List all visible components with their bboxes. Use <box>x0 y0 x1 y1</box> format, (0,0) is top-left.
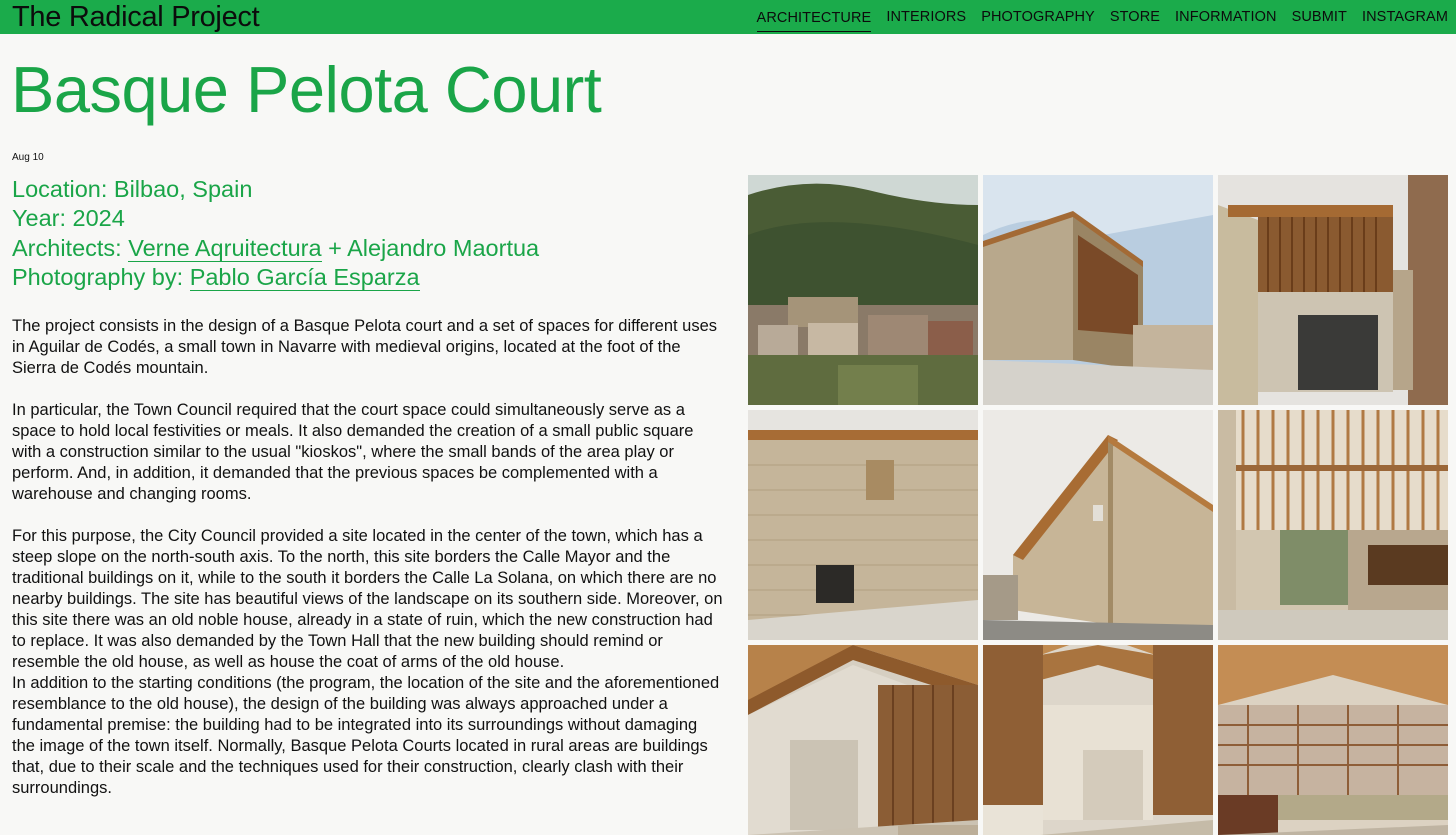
meta-year: Year: 2024 <box>12 205 125 232</box>
post-date: Aug 10 <box>12 152 44 163</box>
paragraph: In particular, the Town Council required that the court space could simultaneously serve as a space to hold local festivities or meals. It also demanded the creation of a small public square with a construction similar to the usual "kioskos", where the small bands of the area play or perform. And, in addition, it demanded that the previous spaces be complemented with a warehouse and changing rooms. <box>12 401 694 503</box>
meta-photography <box>12 263 539 292</box>
nav-store[interactable]: STORE <box>1109 9 1161 25</box>
nav-information[interactable]: INFORMATION <box>1175 9 1277 25</box>
top-bar <box>0 0 1456 34</box>
nav-photography[interactable]: PHOTOGRAPHY <box>981 9 1095 25</box>
nav-architecture[interactable]: ARCHITECTURE <box>757 5 872 32</box>
architects-link[interactable]: Verne Aqruitectura <box>128 234 322 261</box>
paragraph: The project consists in the design of a Basque Pelota court and a set of spaces for different uses in Aguilar de Codés, a small town in Navarre with medieval origins, located at the foot of the Sierra de Codés mountain. <box>12 317 718 377</box>
stone-facade-photo[interactable] <box>748 410 978 640</box>
architects-suffix: + Alejandro Maortua <box>321 234 540 261</box>
interior-hall-photo[interactable] <box>983 645 1213 835</box>
building-corner-photo[interactable] <box>983 410 1213 640</box>
interior-roof-photo[interactable] <box>748 645 978 835</box>
nav-interiors[interactable]: INTERIORS <box>886 9 967 25</box>
nav-instagram[interactable]: INSTAGRAM <box>1361 9 1448 25</box>
meta-architects <box>12 234 539 263</box>
meta-location: Location: Bilbao, Spain <box>12 176 253 202</box>
building-courtyard-photo[interactable] <box>1218 175 1448 405</box>
article-body <box>12 316 724 820</box>
town-landscape-photo[interactable] <box>748 175 978 405</box>
interior-slats-photo[interactable] <box>1218 410 1448 640</box>
paragraph: For this purpose, the City Council provided a site located in the center of the town, which has a steep slope on the north-south axis. To the north, this site borders the Calle Mayor and the traditional buildings on it, while to the south it borders the Calle La Solana, on which there are no nearby buildings. The site has beautiful views of the landscape on its southern side. Moreover, on this site there was an old noble house, already in a state of ruin, which the new construction had to replace. It was also demanded by the Town Hall that the new building should remind or resemble the old house, as well as house the coat of arms of the old house. <box>12 527 723 671</box>
building-exterior-photo[interactable] <box>983 175 1213 405</box>
project-meta <box>12 175 539 292</box>
interior-view-photo[interactable] <box>1218 645 1448 835</box>
photographer-link[interactable]: Pablo García Esparza <box>189 263 420 290</box>
photography-prefix: Photography by: <box>12 263 190 290</box>
nav-submit[interactable]: SUBMIT <box>1291 9 1347 25</box>
architects-prefix: Architects: <box>12 234 129 261</box>
site-title[interactable]: The Radical Project <box>12 1 260 33</box>
paragraph: In addition to the starting conditions (the program, the location of the site and the aforementioned resemblance to the old house), the design of the building was always approached under a fundamental premise: the building had to be integrated into its surroundings without damaging the image of the town itself. Normally, Basque Pelota Courts located in rural areas are buildings that, due to their scale and the techniques used for their construction, clearly clash with their surroundings. <box>12 674 720 797</box>
photo-gallery <box>748 175 1456 835</box>
page-title: Basque Pelota Court <box>11 53 602 126</box>
main-nav <box>757 0 1448 34</box>
